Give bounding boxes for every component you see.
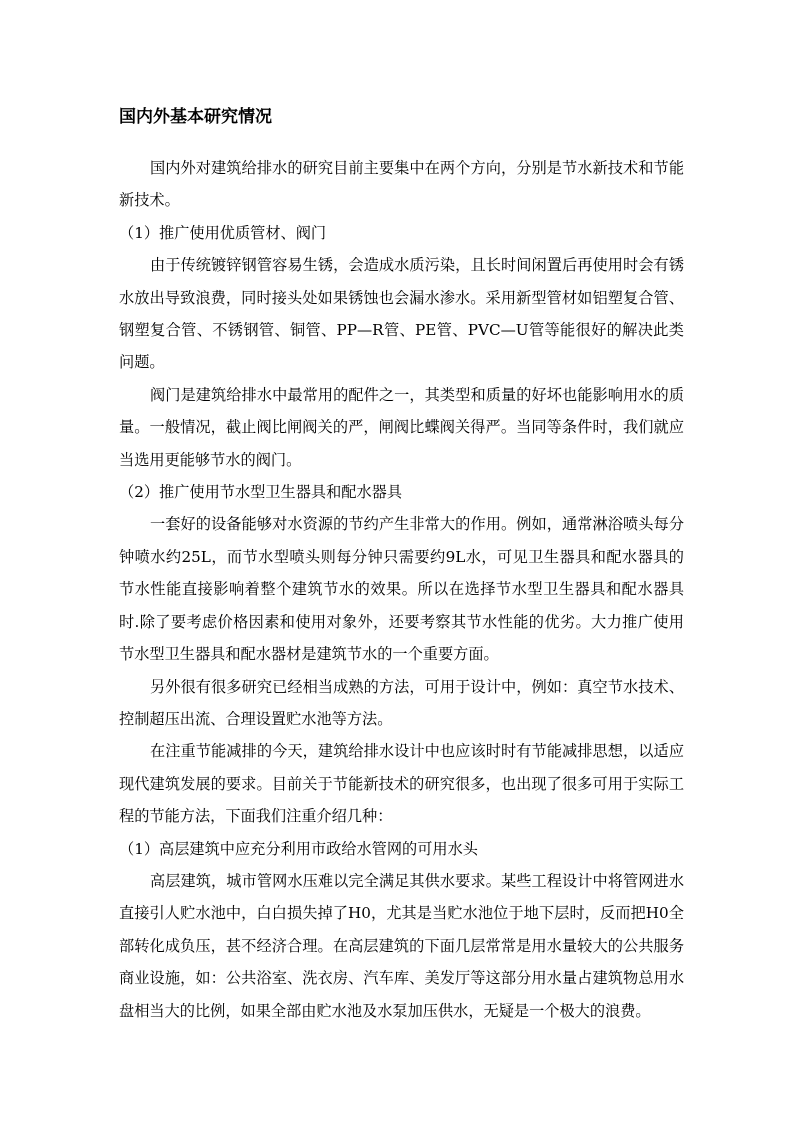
paragraph-intro: 国内外对建筑给排水的研究目前主要集中在两个方向，分别是节水新技术和节能新技术。: [119, 159, 684, 210]
list-item-pipes-valves: （1）推广使用优质管材、阀门: [119, 223, 327, 242]
paragraph-high-rise: 高层建筑，城市管网水压难以完全满足其供水要求。某些工程设计中将管网进水直接引人贮水池中，白白损失掉了H0，尤其是当贮水池位于地下层时，反而把H0全部转化成负压，甚不经济合理。在高层建筑的下面几层常常是用水量较大的公共服务商业设施，如：公共浴室、洗衣房、汽车库、美发厅等这部分用水量占建筑物总用水盘相当大的比例，如果全部由贮水池及水泵加压供水，无疑是一个极大的浪费。: [119, 871, 684, 1020]
document-page: [119, 104, 684, 1027]
paragraph-other-methods: 另外很有很多研究已经相当成熟的方法，可用于设计中，例如：真空节水技术、控制超压出流、合理设置贮水池等方法。: [119, 677, 684, 728]
paragraph-fixtures: 一套好的设备能够对水资源的节约产生非常大的作用。例如，通常淋浴喷头每分钟喷水约25L，而节水型喷头则每分钟只需要约9L水，可见卫生器具和配水器具的节水性能直接影响着整个建筑节水的效果。所以在选择节水型卫生器具和配水器具时.除了要考虑价格因素和使用对象外，还要考察其节水性能的优劣。大力推广使用节水型卫生器具和配水器材是建筑节水的一个重要方面。: [119, 515, 684, 664]
section-heading: 国内外基本研究情况: [119, 107, 272, 127]
list-item-municipal-pressure: （1）高层建筑中应充分利用市政给水管网的可用水头: [119, 839, 478, 858]
paragraph-energy-saving: 在注重节能减排的今天，建筑给排水设计中也应该时时有节能减排思想，以适应现代建筑发展的要求。目前关于节能新技术的研究很多，也出现了很多可用于实际工程的节能方法，下面我们注重介绍几种：: [119, 742, 684, 826]
paragraph-pipes: 由于传统镀锌钢管容易生锈，会造成水质污染，且长时间闲置后再使用时会有锈水放出导致浪费，同时接头处如果锈蚀也会漏水渗水。采用新型管材如铝塑复合管、钢塑复合管、不锈钢管、铜管、PP—R管、PE管、PVC—U管等能很好的解决此类问题。: [119, 256, 684, 372]
paragraph-valves: 阀门是建筑给排水中最常用的配件之一，其类型和质量的好坏也能影响用水的质量。一般情况，截止阀比闸阀关的严，闸阀比蝶阀关得严。当同等条件时，我们就应当选用更能够节水的阀门。: [119, 385, 684, 469]
list-item-fixtures: （2）推广使用节水型卫生器具和配水器具: [119, 483, 403, 502]
